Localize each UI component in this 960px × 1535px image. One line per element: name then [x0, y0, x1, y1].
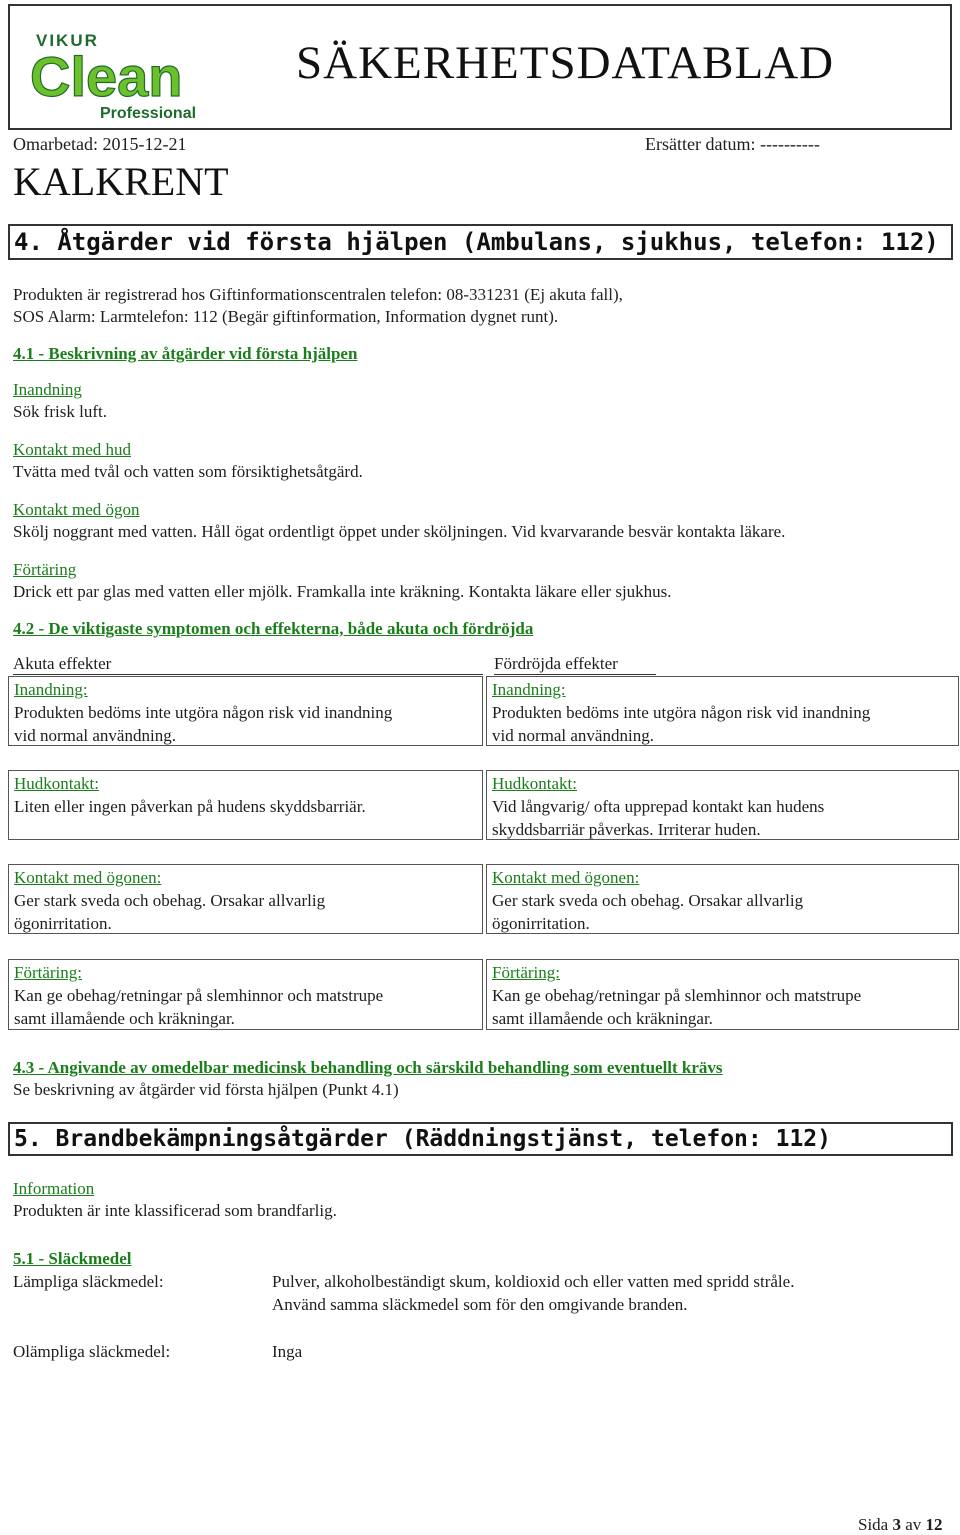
delayed-ingestion-cell — [486, 959, 959, 1030]
subsection-5-1-heading: 5.1 - Släckmedel — [13, 1249, 132, 1268]
information-label: Information — [13, 1179, 95, 1198]
delayed-ingestion-line-2: samt illamående och kräkningar. — [492, 1009, 713, 1028]
acute-eye-line-1: Ger stark sveda och obehag. Orsakar allvarlig — [14, 891, 326, 910]
ingestion-label: Förtäring — [13, 560, 77, 579]
acute-eye-cell — [8, 864, 483, 934]
skin-contact-label: Kontakt med hud — [13, 440, 132, 459]
acute-inhalation-label: Inandning: — [14, 680, 88, 699]
acute-inhalation-cell — [8, 676, 483, 746]
delayed-inhalation-line-2: vid normal användning. — [492, 726, 654, 745]
acute-heading-underline — [13, 674, 483, 675]
delayed-eye-cell — [486, 864, 959, 934]
replaces-date: Ersätter datum: ---------- — [645, 134, 820, 154]
page-prefix: Sida — [858, 1515, 889, 1534]
unsuitable-media-label: Olämpliga släckmedel: — [13, 1342, 171, 1361]
section-4-heading: 4. Åtgärder vid första hjälpen (Ambulans, sjukhus, telefon: 112) — [8, 224, 953, 260]
acute-inhalation-line-1: Produkten bedöms inte utgöra någon risk vid inandning — [14, 703, 393, 722]
delayed-skin-label: Hudkontakt: — [492, 774, 577, 793]
intro-line-1: Produkten är registrerad hos Giftinformationscentralen telefon: 08-331231 (Ej akuta fall), — [13, 285, 623, 304]
intro-line-2: SOS Alarm: Larmtelefon: 112 (Begär giftinformation, Information dygnet runt). — [13, 307, 559, 326]
subsection-4-1-heading: 4.1 - Beskrivning av åtgärder vid första hjälpen — [13, 344, 358, 363]
delayed-inhalation-line-1: Produkten bedöms inte utgöra någon risk vid inandning — [492, 703, 871, 722]
information-text: Produkten är inte klassificerad som brandfarlig. — [13, 1201, 337, 1220]
section-5-heading: 5. Brandbekämpningsåtgärder (Räddningstjänst, telefon: 112) — [8, 1122, 953, 1156]
revised-date: Omarbetad: 2015-12-21 — [13, 134, 187, 154]
delayed-eye-line-2: ögonirritation. — [492, 914, 590, 933]
acute-ingestion-line-2: samt illamående och kräkningar. — [14, 1009, 235, 1028]
total-pages: 12 — [925, 1515, 943, 1534]
inhalation-text: Sök frisk luft. — [13, 402, 107, 421]
suitable-media-line-1: Pulver, alkoholbeständigt skum, koldioxid och eller vatten med spridd stråle. — [272, 1272, 795, 1291]
delayed-skin-line-1: Vid långvarig/ ofta upprepad kontakt kan hudens — [492, 797, 825, 816]
delayed-inhalation-cell — [486, 676, 959, 746]
current-page: 3 — [892, 1515, 901, 1534]
acute-inhalation-line-2: vid normal användning. — [14, 726, 176, 745]
unsuitable-media-value: Inga — [272, 1342, 303, 1361]
suitable-media-label: Lämpliga släckmedel: — [13, 1272, 164, 1291]
acute-effects-heading: Akuta effekter — [13, 654, 112, 673]
acute-ingestion-label: Förtäring: — [14, 963, 82, 982]
acute-eye-line-2: ögonirritation. — [14, 914, 112, 933]
acute-eye-label: Kontakt med ögonen: — [14, 868, 162, 887]
eye-contact-text: Skölj noggrant med vatten. Håll ögat ordentligt öppet under sköljningen. Vid kvarvarande besvär kontakta läkare. — [13, 522, 786, 541]
subsection-4-3-text: Se beskrivning av åtgärder vid första hjälpen (Punkt 4.1) — [13, 1080, 399, 1099]
inhalation-label: Inandning — [13, 380, 82, 399]
subsection-4-2-heading: 4.2 - De viktigaste symptomen och effekterna, både akuta och fördröjda — [13, 619, 534, 638]
delayed-skin-line-2: skyddsbarriär påverkas. Irriterar huden. — [492, 820, 761, 839]
vikur-clean-logo — [30, 28, 250, 124]
svg-text:VIKUR: VIKUR — [36, 31, 99, 50]
delayed-inhalation-label: Inandning: — [492, 680, 566, 699]
acute-skin-line-1: Liten eller ingen påverkan på hudens skyddsbarriär. — [14, 797, 366, 816]
skin-contact-text: Tvätta med tvål och vatten som försiktighetsåtgärd. — [13, 462, 363, 481]
acute-skin-cell — [8, 770, 483, 840]
suitable-media-line-2: Använd samma släckmedel som för den omgivande branden. — [272, 1295, 688, 1314]
delayed-effects-heading: Fördröjda effekter — [494, 654, 618, 673]
delayed-heading-underline — [494, 674, 656, 675]
delayed-eye-line-1: Ger stark sveda och obehag. Orsakar allvarlig — [492, 891, 804, 910]
acute-ingestion-line-1: Kan ge obehag/retningar på slemhinnor och matstrupe — [14, 986, 384, 1005]
delayed-ingestion-line-1: Kan ge obehag/retningar på slemhinnor och matstrupe — [492, 986, 862, 1005]
svg-text:Professional: Professional — [100, 105, 197, 122]
document-title: SÄKERHETSDATABLAD — [296, 37, 835, 89]
page-separator: av — [905, 1515, 922, 1534]
delayed-eye-label: Kontakt med ögonen: — [492, 868, 640, 887]
page-number — [858, 1515, 943, 1535]
delayed-ingestion-label: Förtäring: — [492, 963, 560, 982]
delayed-skin-cell — [486, 770, 959, 840]
acute-ingestion-cell — [8, 959, 483, 1030]
eye-contact-label: Kontakt med ögon — [13, 500, 140, 519]
ingestion-text: Drick ett par glas med vatten eller mjölk. Framkalla inte kräkning. Kontakta läkare eller sjukhus. — [13, 582, 672, 601]
acute-skin-label: Hudkontakt: — [14, 774, 99, 793]
svg-text:Clean: Clean — [30, 45, 183, 108]
product-name: KALKRENT — [13, 159, 229, 204]
subsection-4-3-heading: 4.3 - Angivande av omedelbar medicinsk behandling och särskild behandling som eventuellt krävs — [13, 1058, 723, 1077]
